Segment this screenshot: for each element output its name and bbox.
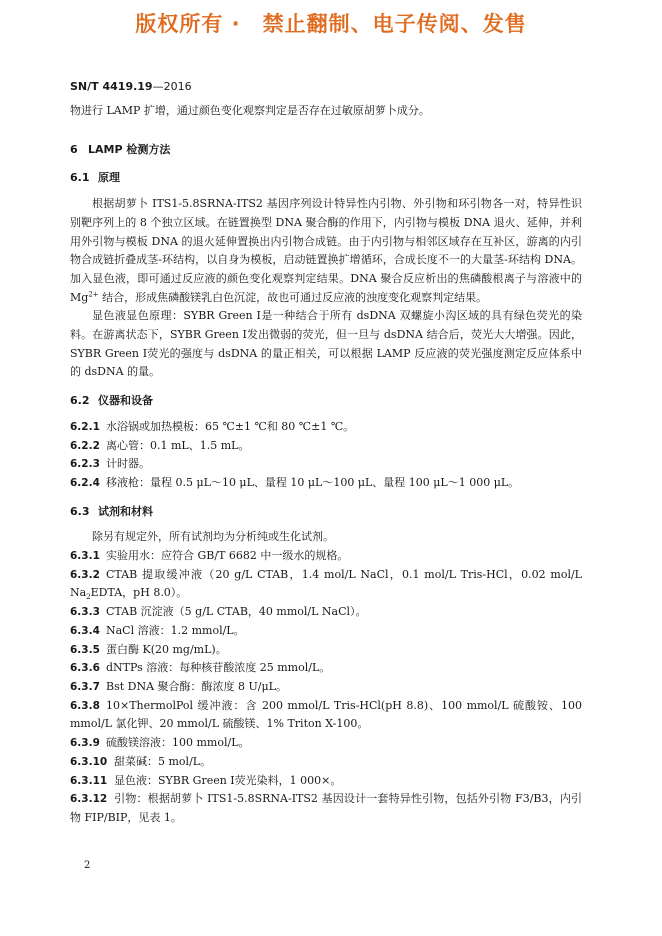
item-number: 6.3.6	[70, 662, 100, 675]
section-6-3-heading	[70, 503, 582, 522]
list-item	[70, 474, 582, 493]
item-text: 蛋白酶 K(20 mg/mL)。	[106, 642, 227, 656]
list-item	[70, 697, 582, 734]
list-item	[70, 603, 582, 622]
watermark: 版权所有 · 禁止翻制、电子传阅、发售	[135, 12, 527, 36]
item-text: CTAB 沉淀液（5 g/L CTAB，40 mmol/L NaCl）。	[106, 605, 367, 619]
paragraph-text: 根据胡萝卜 ITS1-5.8SRNA-ITS2 基因序列设计特异性内引物、外引物和环引物各一对，特异性识别靶序列上的 8 个独立区域。在链置换型 DNA 聚合酶的作用下，内引物与模板 DNA 退火、延伸，并利用外引物与模板 DNA 的退火延伸置换出内引物合成链。由于内引物与相邻区域存在互补区，游离的内引物合成链折叠成茎-环结构，以自身为模板，启动链置换扩增循环，合成长度不一的大量茎-环结构 DNA。加入显色液，即可通过反应液的颜色变化观察判定结果。DNA 聚合反应析出的焦磷酸根离子与溶液中的 Mg	[70, 197, 582, 304]
item-number: 6.3.2	[70, 568, 100, 581]
paragraph-text: 结合，形成焦磷酸镁乳白色沉淀，故也可通过反应液的浊度变化观察判定结果。	[98, 290, 488, 304]
item-number: 6.2.4	[70, 476, 100, 489]
item-text: EDTA，pH 8.0）。	[90, 586, 188, 600]
list-item	[70, 418, 582, 437]
section-number: 6	[70, 142, 78, 156]
reagents-lead: 除另有规定外，所有试剂均为分析纯或生化试剂。	[92, 530, 334, 544]
item-text: 水浴锅或加热模板：65 ℃±1 ℃和 80 ℃±1 ℃。	[106, 419, 355, 433]
item-text: 甜菜碱：5 mol/L。	[114, 754, 212, 768]
standard-year: —2016	[152, 80, 192, 93]
item-number: 6.2.3	[70, 458, 100, 471]
standard-number	[70, 80, 192, 93]
item-text: Bst DNA 聚合酶：酶浓度 8 U/μL。	[106, 679, 287, 693]
intro-text: 物进行 LAMP 扩增，通过颜色变化观察判定是否存在过敏原胡萝卜成分。	[70, 104, 430, 117]
item-number: 6.2.1	[70, 420, 100, 433]
item-text: 10×ThermolPol 缓冲液：含 200 mmol/L Tris-HCl(pH 8.8)、100 mmol/L 硫酸铵、100 mmol/L 氯化钾、20 mmol/L 硫酸镁、1% Triton X-100。	[70, 698, 582, 731]
item-text: 显色液：SYBR Green Ⅰ荧光染料，1 000×。	[114, 773, 342, 787]
section-number: 6.3	[70, 504, 90, 518]
item-number: 6.3.4	[70, 624, 100, 637]
item-number: 6.3.8	[70, 699, 100, 712]
item-number: 6.3.5	[70, 643, 100, 656]
item-number: 6.3.11	[70, 774, 108, 787]
standard-code: SN/T 4419.19	[70, 80, 153, 93]
subscript: 2	[86, 593, 91, 602]
section-title: 仪器和设备	[98, 394, 153, 408]
list-item	[70, 659, 582, 678]
item-text: 离心管：0.1 mL、1.5 mL。	[106, 438, 250, 452]
list-item	[70, 622, 582, 641]
item-text: NaCl 溶液：1.2 mmol/L。	[106, 623, 245, 637]
item-text: 引物：根据胡萝卜 ITS1-5.8SRNA-ITS2 基因设计一套特异性引物，包括外引物 F3/B3，内引物 FIP/BIP，见表 1。	[70, 792, 582, 824]
list-item	[70, 678, 582, 697]
page-number: 2	[84, 860, 91, 871]
item-text: 实验用水：应符合 GB/T 6682 中一级水的规格。	[106, 549, 349, 563]
item-text: dNTPs 溶液：每种核苷酸浓度 25 mmol/L。	[106, 661, 331, 675]
item-number: 6.3.1	[70, 550, 100, 563]
item-text: 硫酸镁溶液：100 mmol/L。	[106, 736, 250, 750]
section-title: 试剂和材料	[98, 504, 153, 518]
list-item	[70, 566, 582, 603]
section-6-heading	[70, 141, 582, 160]
list-item	[70, 437, 582, 456]
item-number: 6.3.7	[70, 680, 100, 693]
item-text: CTAB 提取缓冲液（20 g/L CTAB，1.4 mol/L NaCl，0.1 mol/L Tris-HCl，0.02 mol/L Na	[70, 567, 582, 600]
item-text: 移液枪：量程 0.5 μL～10 μL、量程 10 μL～100 μL、量程 100 μL～1 000 μL。	[106, 475, 520, 489]
section-number: 6.1	[70, 171, 90, 185]
item-number: 6.3.3	[70, 606, 100, 619]
section-number: 6.2	[70, 394, 90, 408]
list-item	[70, 753, 582, 772]
section-6-2-heading	[70, 392, 582, 411]
section-6-1-heading	[70, 169, 582, 188]
section-title: LAMP 检测方法	[88, 142, 171, 156]
list-item	[70, 772, 582, 791]
principle-paragraph-1	[70, 195, 582, 307]
list-item	[70, 734, 582, 753]
superscript: 2+	[88, 289, 99, 298]
section-title: 原理	[98, 171, 120, 185]
item-text: 计时器。	[106, 457, 150, 471]
item-number: 6.3.9	[70, 737, 100, 750]
document-body	[70, 102, 582, 828]
list-item	[70, 455, 582, 474]
item-number: 6.2.2	[70, 439, 100, 452]
item-number: 6.3.10	[70, 755, 108, 768]
list-item	[70, 547, 582, 566]
item-number: 6.3.12	[70, 793, 108, 806]
principle-paragraph-2: 显色液显色原理：SYBR Green Ⅰ是一种结合于所有 dsDNA 双螺旋小沟区域的具有绿色荧光的染料。在游离状态下，SYBR Green Ⅰ发出微弱的荧光，但一旦与 dsDNA 结合后，荧光大大增强。因此，SYBR Green Ⅰ荧光的强度与 dsDNA 的量正相关，可以根据 LAMP 反应液的荧光强度测定反应体系中的 dsDNA 的量。	[70, 309, 582, 379]
list-item	[70, 790, 582, 827]
list-item	[70, 641, 582, 660]
